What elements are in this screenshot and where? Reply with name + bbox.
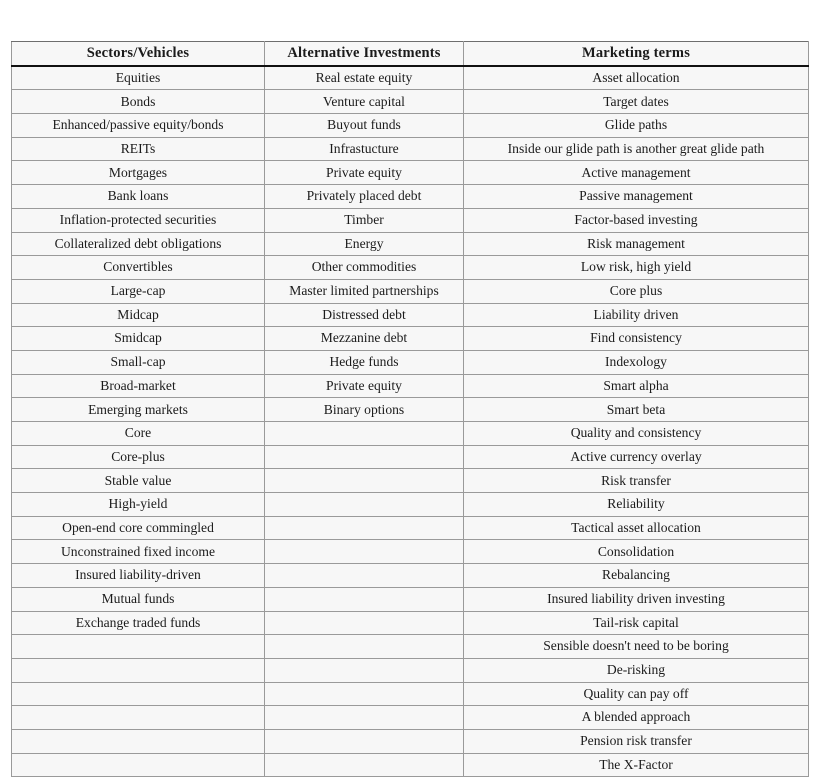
table-cell-sectors-vehicles: Smidcap <box>12 327 265 351</box>
table-cell-marketing-terms: Core plus <box>464 279 809 303</box>
table-cell-alternative-investments: Hedge funds <box>265 350 464 374</box>
table-cell-sectors-vehicles: Mortgages <box>12 161 265 185</box>
table-cell-sectors-vehicles: Unconstrained fixed income <box>12 540 265 564</box>
table-row <box>12 422 809 446</box>
table-cell-marketing-terms: De-risking <box>464 658 809 682</box>
table-row <box>12 232 809 256</box>
table-cell-marketing-terms: Active currency overlay <box>464 445 809 469</box>
table-cell-sectors-vehicles: High-yield <box>12 493 265 517</box>
table-cell-sectors-vehicles: Insured liability-driven <box>12 564 265 588</box>
table-body <box>12 66 809 777</box>
table-row <box>12 398 809 422</box>
table-cell-sectors-vehicles: Open-end core commingled <box>12 516 265 540</box>
table-row <box>12 635 809 659</box>
table-cell-sectors-vehicles: Core-plus <box>12 445 265 469</box>
table-cell-alternative-investments <box>265 540 464 564</box>
table-row <box>12 753 809 777</box>
table-row <box>12 658 809 682</box>
table-cell-alternative-investments <box>265 493 464 517</box>
table-row <box>12 729 809 753</box>
table-cell-alternative-investments: Private equity <box>265 374 464 398</box>
table-cell-marketing-terms: The X-Factor <box>464 753 809 777</box>
table-cell-marketing-terms: Low risk, high yield <box>464 256 809 280</box>
table-row <box>12 540 809 564</box>
table-row <box>12 516 809 540</box>
table-cell-alternative-investments <box>265 729 464 753</box>
table-cell-marketing-terms: Risk transfer <box>464 469 809 493</box>
table-cell-alternative-investments: Master limited partnerships <box>265 279 464 303</box>
table-cell-marketing-terms: Consolidation <box>464 540 809 564</box>
table-cell-marketing-terms: Indexology <box>464 350 809 374</box>
table-cell-alternative-investments <box>265 469 464 493</box>
table-row <box>12 587 809 611</box>
table-cell-alternative-investments: Other commodities <box>265 256 464 280</box>
table-row <box>12 682 809 706</box>
table-cell-sectors-vehicles: Core <box>12 422 265 446</box>
table-cell-marketing-terms: Sensible doesn't need to be boring <box>464 635 809 659</box>
table-cell-sectors-vehicles: Large-cap <box>12 279 265 303</box>
table-cell-sectors-vehicles: Mutual funds <box>12 587 265 611</box>
table-cell-alternative-investments <box>265 658 464 682</box>
table-row <box>12 208 809 232</box>
table-cell-marketing-terms: Glide paths <box>464 114 809 138</box>
table-row <box>12 611 809 635</box>
table-cell-sectors-vehicles: Equities <box>12 66 265 90</box>
table-cell-alternative-investments: Mezzanine debt <box>265 327 464 351</box>
table-cell-alternative-investments <box>265 753 464 777</box>
table-cell-sectors-vehicles: Convertibles <box>12 256 265 280</box>
table-cell-sectors-vehicles <box>12 706 265 730</box>
table-row <box>12 137 809 161</box>
table-row <box>12 350 809 374</box>
table-cell-sectors-vehicles: Enhanced/passive equity/bonds <box>12 114 265 138</box>
table-cell-sectors-vehicles: Broad-market <box>12 374 265 398</box>
table-cell-alternative-investments <box>265 516 464 540</box>
table-cell-sectors-vehicles: REITs <box>12 137 265 161</box>
table-cell-sectors-vehicles: Midcap <box>12 303 265 327</box>
table-row <box>12 706 809 730</box>
table-row <box>12 327 809 351</box>
table-cell-alternative-investments: Private equity <box>265 161 464 185</box>
table-cell-marketing-terms: Rebalancing <box>464 564 809 588</box>
table-cell-marketing-terms: Risk management <box>464 232 809 256</box>
table-row <box>12 185 809 209</box>
table-row <box>12 303 809 327</box>
table-cell-alternative-investments <box>265 611 464 635</box>
table-row <box>12 66 809 90</box>
table-cell-marketing-terms: Factor-based investing <box>464 208 809 232</box>
table-cell-sectors-vehicles <box>12 682 265 706</box>
table-cell-marketing-terms: Tactical asset allocation <box>464 516 809 540</box>
table-cell-alternative-investments <box>265 682 464 706</box>
terms-table <box>11 41 809 777</box>
table-row <box>12 256 809 280</box>
table-cell-alternative-investments <box>265 445 464 469</box>
table-cell-sectors-vehicles: Bonds <box>12 90 265 114</box>
table-row <box>12 114 809 138</box>
table-cell-marketing-terms: Active management <box>464 161 809 185</box>
table-cell-marketing-terms: Target dates <box>464 90 809 114</box>
table-cell-sectors-vehicles: Stable value <box>12 469 265 493</box>
table-cell-marketing-terms: Inside our glide path is another great glide path <box>464 137 809 161</box>
table-cell-marketing-terms: Pension risk transfer <box>464 729 809 753</box>
table-row <box>12 279 809 303</box>
table-cell-alternative-investments <box>265 422 464 446</box>
column-header-marketing-terms: Marketing terms <box>464 42 809 66</box>
table-cell-alternative-investments: Buyout funds <box>265 114 464 138</box>
table-cell-alternative-investments: Energy <box>265 232 464 256</box>
table-cell-alternative-investments: Infrastucture <box>265 137 464 161</box>
table-cell-alternative-investments <box>265 706 464 730</box>
table-cell-alternative-investments <box>265 635 464 659</box>
table-cell-sectors-vehicles <box>12 658 265 682</box>
table-cell-marketing-terms: Quality can pay off <box>464 682 809 706</box>
table-row <box>12 564 809 588</box>
table-cell-marketing-terms: A blended approach <box>464 706 809 730</box>
table-row <box>12 90 809 114</box>
table-row <box>12 161 809 185</box>
table-cell-alternative-investments: Binary options <box>265 398 464 422</box>
table-cell-marketing-terms: Smart beta <box>464 398 809 422</box>
table-cell-alternative-investments: Timber <box>265 208 464 232</box>
table-cell-marketing-terms: Tail-risk capital <box>464 611 809 635</box>
table-cell-marketing-terms: Passive management <box>464 185 809 209</box>
table-row <box>12 469 809 493</box>
table-row <box>12 493 809 517</box>
table-cell-marketing-terms: Liability driven <box>464 303 809 327</box>
table-cell-marketing-terms: Reliability <box>464 493 809 517</box>
column-header-sectors-vehicles: Sectors/Vehicles <box>12 42 265 66</box>
table-cell-marketing-terms: Quality and consistency <box>464 422 809 446</box>
table-cell-sectors-vehicles: Inflation-protected securities <box>12 208 265 232</box>
table-cell-marketing-terms: Smart alpha <box>464 374 809 398</box>
table-row <box>12 374 809 398</box>
table-cell-alternative-investments: Privately placed debt <box>265 185 464 209</box>
table-row <box>12 445 809 469</box>
table-cell-alternative-investments: Real estate equity <box>265 66 464 90</box>
table-cell-sectors-vehicles: Emerging markets <box>12 398 265 422</box>
table-cell-sectors-vehicles: Bank loans <box>12 185 265 209</box>
table-cell-sectors-vehicles <box>12 753 265 777</box>
table-cell-sectors-vehicles: Small-cap <box>12 350 265 374</box>
table-cell-alternative-investments <box>265 587 464 611</box>
table-cell-sectors-vehicles: Exchange traded funds <box>12 611 265 635</box>
terms-table-container <box>11 41 809 772</box>
table-cell-marketing-terms: Asset allocation <box>464 66 809 90</box>
table-header <box>12 42 809 66</box>
table-cell-alternative-investments <box>265 564 464 588</box>
column-header-alternative-investments: Alternative Investments <box>265 42 464 66</box>
table-cell-marketing-terms: Insured liability driven investing <box>464 587 809 611</box>
table-cell-alternative-investments: Distressed debt <box>265 303 464 327</box>
table-cell-alternative-investments: Venture capital <box>265 90 464 114</box>
table-cell-sectors-vehicles <box>12 635 265 659</box>
table-header-row <box>12 42 809 66</box>
table-cell-marketing-terms: Find consistency <box>464 327 809 351</box>
table-cell-sectors-vehicles: Collateralized debt obligations <box>12 232 265 256</box>
table-cell-sectors-vehicles <box>12 729 265 753</box>
